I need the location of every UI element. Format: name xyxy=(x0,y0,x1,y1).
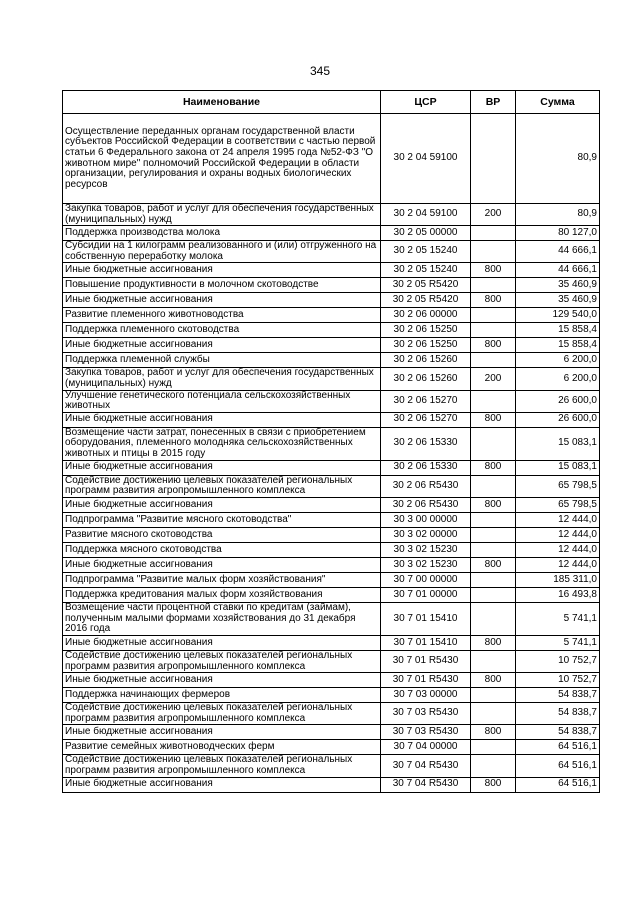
row-name-cell: Закупка товаров, работ и услуг для обеспечения государственных (муниципальных) нужд xyxy=(63,368,381,390)
row-csr-cell: 30 2 04 59100 xyxy=(381,114,471,204)
table-row xyxy=(63,557,600,572)
row-vr-cell: 800 xyxy=(471,338,516,353)
row-name-cell: Повышение продуктивности в молочном скотоводстве xyxy=(63,278,381,293)
row-csr-cell: 30 2 06 15270 xyxy=(381,390,471,412)
table-row xyxy=(63,241,600,263)
row-csr-cell: 30 7 03 R5430 xyxy=(381,725,471,740)
row-vr-cell xyxy=(471,226,516,241)
table-row xyxy=(63,368,600,390)
row-csr-cell: 30 2 05 15240 xyxy=(381,241,471,263)
row-vr-cell xyxy=(471,740,516,755)
row-csr-cell: 30 7 04 R5430 xyxy=(381,755,471,777)
row-name-cell: Поддержка племенной службы xyxy=(63,353,381,368)
table-row xyxy=(63,725,600,740)
row-name-cell: Осуществление переданных органам государственной власти субъектов Российской Федерации в соответствии с частью первой статьи 6 Федерального закона от 24 апреля 1995 года №52-ФЗ "О животном мире" полномочий Российской Федерации в области организации, регулирования и охраны водных биологических ресурсов xyxy=(63,114,381,204)
row-name-cell: Иные бюджетные ассигнования xyxy=(63,557,381,572)
row-sum-cell: 12 444,0 xyxy=(516,542,600,557)
row-sum-cell: 44 666,1 xyxy=(516,263,600,278)
table-row xyxy=(63,390,600,412)
table-row xyxy=(63,278,600,293)
row-csr-cell: 30 7 01 00000 xyxy=(381,587,471,602)
row-sum-cell: 65 798,5 xyxy=(516,475,600,497)
row-name-cell: Иные бюджетные ассигнования xyxy=(63,673,381,688)
row-sum-cell: 54 838,7 xyxy=(516,725,600,740)
table-row xyxy=(63,475,600,497)
row-vr-cell: 800 xyxy=(471,725,516,740)
table-header-row xyxy=(63,91,600,114)
row-vr-cell: 800 xyxy=(471,460,516,475)
table-row xyxy=(63,412,600,427)
row-vr-cell xyxy=(471,572,516,587)
row-csr-cell: 30 2 06 15250 xyxy=(381,338,471,353)
row-csr-cell: 30 3 02 00000 xyxy=(381,527,471,542)
row-csr-cell: 30 7 04 R5430 xyxy=(381,777,471,792)
row-vr-cell xyxy=(471,241,516,263)
row-vr-cell xyxy=(471,323,516,338)
table-row xyxy=(63,323,600,338)
row-csr-cell: 30 3 00 00000 xyxy=(381,512,471,527)
row-csr-cell: 30 2 06 15270 xyxy=(381,412,471,427)
row-vr-cell: 800 xyxy=(471,777,516,792)
row-vr-cell xyxy=(471,587,516,602)
row-vr-cell xyxy=(471,114,516,204)
row-csr-cell: 30 2 05 R5420 xyxy=(381,293,471,308)
row-sum-cell: 129 540,0 xyxy=(516,308,600,323)
table-row xyxy=(63,602,600,635)
page-number: 345 xyxy=(309,64,331,78)
row-csr-cell: 30 7 01 R5430 xyxy=(381,673,471,688)
row-name-cell: Поддержка кредитования малых форм хозяйствования xyxy=(63,587,381,602)
row-name-cell: Подпрограмма "Развитие малых форм хозяйствования" xyxy=(63,572,381,587)
row-vr-cell xyxy=(471,755,516,777)
row-vr-cell xyxy=(471,390,516,412)
row-sum-cell: 10 752,7 xyxy=(516,673,600,688)
row-name-cell: Развитие племенного животноводства xyxy=(63,308,381,323)
header-sum: Сумма xyxy=(516,91,600,114)
row-name-cell: Возмещение части процентной ставки по кредитам (займам), полученным малыми формами хозяйствования до 31 декабря 2016 года xyxy=(63,602,381,635)
row-name-cell: Подпрограмма "Развитие мясного скотоводства" xyxy=(63,512,381,527)
row-csr-cell: 30 2 05 15240 xyxy=(381,263,471,278)
row-name-cell: Иные бюджетные ассигнования xyxy=(63,777,381,792)
row-vr-cell xyxy=(471,475,516,497)
table-row xyxy=(63,226,600,241)
row-name-cell: Иные бюджетные ассигнования xyxy=(63,293,381,308)
row-vr-cell xyxy=(471,308,516,323)
row-csr-cell: 30 7 04 00000 xyxy=(381,740,471,755)
row-sum-cell: 54 838,7 xyxy=(516,703,600,725)
table-row xyxy=(63,673,600,688)
row-sum-cell: 5 741,1 xyxy=(516,635,600,650)
row-csr-cell: 30 7 03 00000 xyxy=(381,688,471,703)
row-csr-cell: 30 2 06 00000 xyxy=(381,308,471,323)
row-csr-cell: 30 7 01 15410 xyxy=(381,635,471,650)
row-vr-cell: 200 xyxy=(471,204,516,226)
table-row xyxy=(63,263,600,278)
row-csr-cell: 30 7 03 R5430 xyxy=(381,703,471,725)
row-csr-cell: 30 3 02 15230 xyxy=(381,557,471,572)
table-row xyxy=(63,293,600,308)
row-csr-cell: 30 2 06 15260 xyxy=(381,368,471,390)
row-vr-cell xyxy=(471,602,516,635)
table-row xyxy=(63,635,600,650)
row-csr-cell: 30 2 06 15260 xyxy=(381,353,471,368)
table-row xyxy=(63,204,600,226)
row-sum-cell: 54 838,7 xyxy=(516,688,600,703)
row-name-cell: Иные бюджетные ассигнования xyxy=(63,338,381,353)
row-csr-cell: 30 2 06 15330 xyxy=(381,460,471,475)
row-sum-cell: 10 752,7 xyxy=(516,650,600,672)
row-vr-cell xyxy=(471,703,516,725)
row-name-cell: Иные бюджетные ассигнования xyxy=(63,635,381,650)
row-name-cell: Содействие достижению целевых показателей региональных программ развития агропромышленного комплекса xyxy=(63,475,381,497)
row-sum-cell: 6 200,0 xyxy=(516,353,600,368)
row-csr-cell: 30 2 05 00000 xyxy=(381,226,471,241)
row-sum-cell: 5 741,1 xyxy=(516,602,600,635)
table-row xyxy=(63,703,600,725)
row-sum-cell: 15 858,4 xyxy=(516,338,600,353)
row-sum-cell: 44 666,1 xyxy=(516,241,600,263)
row-sum-cell: 26 600,0 xyxy=(516,412,600,427)
row-csr-cell: 30 2 06 R5430 xyxy=(381,475,471,497)
row-sum-cell: 80,9 xyxy=(516,204,600,226)
row-csr-cell: 30 7 01 R5430 xyxy=(381,650,471,672)
row-name-cell: Возмещение части затрат, понесенных в связи с приобретением оборудования, племенного молодняка сельскохозяйственных животных и птицы в 2015 году xyxy=(63,427,381,460)
row-sum-cell: 80,9 xyxy=(516,114,600,204)
row-name-cell: Иные бюджетные ассигнования xyxy=(63,460,381,475)
header-name: Наименование xyxy=(63,91,381,114)
row-csr-cell: 30 3 02 15230 xyxy=(381,542,471,557)
row-name-cell: Закупка товаров, работ и услуг для обеспечения государственных (муниципальных) нужд xyxy=(63,204,381,226)
row-sum-cell: 12 444,0 xyxy=(516,527,600,542)
row-vr-cell: 800 xyxy=(471,412,516,427)
table-row xyxy=(63,114,600,204)
row-sum-cell: 15 083,1 xyxy=(516,427,600,460)
row-vr-cell: 800 xyxy=(471,497,516,512)
row-sum-cell: 64 516,1 xyxy=(516,740,600,755)
row-name-cell: Иные бюджетные ассигнования xyxy=(63,412,381,427)
table-row xyxy=(63,353,600,368)
table-row xyxy=(63,542,600,557)
row-sum-cell: 35 460,9 xyxy=(516,278,600,293)
table-row xyxy=(63,527,600,542)
row-sum-cell: 80 127,0 xyxy=(516,226,600,241)
row-csr-cell: 30 2 06 15330 xyxy=(381,427,471,460)
row-sum-cell: 35 460,9 xyxy=(516,293,600,308)
row-csr-cell: 30 2 04 59100 xyxy=(381,204,471,226)
table-row xyxy=(63,572,600,587)
row-name-cell: Иные бюджетные ассигнования xyxy=(63,263,381,278)
row-csr-cell: 30 2 06 15250 xyxy=(381,323,471,338)
row-vr-cell: 800 xyxy=(471,263,516,278)
row-vr-cell xyxy=(471,512,516,527)
row-vr-cell xyxy=(471,650,516,672)
row-name-cell: Содействие достижению целевых показателей региональных программ развития агропромышленного комплекса xyxy=(63,650,381,672)
row-sum-cell: 64 516,1 xyxy=(516,777,600,792)
row-name-cell: Поддержка производства молока xyxy=(63,226,381,241)
row-sum-cell: 16 493,8 xyxy=(516,587,600,602)
table-row xyxy=(63,740,600,755)
row-name-cell: Содействие достижению целевых показателей региональных программ развития агропромышленного комплекса xyxy=(63,755,381,777)
table-row xyxy=(63,755,600,777)
row-csr-cell: 30 7 00 00000 xyxy=(381,572,471,587)
table-row xyxy=(63,688,600,703)
row-name-cell: Поддержка мясного скотоводства xyxy=(63,542,381,557)
row-sum-cell: 65 798,5 xyxy=(516,497,600,512)
row-name-cell: Улучшение генетического потенциала сельскохозяйственных животных xyxy=(63,390,381,412)
row-vr-cell xyxy=(471,427,516,460)
table-row xyxy=(63,650,600,672)
row-sum-cell: 185 311,0 xyxy=(516,572,600,587)
table-row xyxy=(63,308,600,323)
row-vr-cell: 800 xyxy=(471,293,516,308)
budget-table xyxy=(62,90,600,793)
row-vr-cell: 200 xyxy=(471,368,516,390)
table-row xyxy=(63,777,600,792)
row-sum-cell: 6 200,0 xyxy=(516,368,600,390)
row-sum-cell: 12 444,0 xyxy=(516,512,600,527)
row-vr-cell xyxy=(471,278,516,293)
table-row xyxy=(63,497,600,512)
row-vr-cell: 800 xyxy=(471,635,516,650)
row-name-cell: Содействие достижению целевых показателей региональных программ развития агропромышленного комплекса xyxy=(63,703,381,725)
table-body xyxy=(63,114,600,793)
row-name-cell: Субсидии на 1 килограмм реализованного и (или) отгруженного на собственную переработку молока xyxy=(63,241,381,263)
row-sum-cell: 12 444,0 xyxy=(516,557,600,572)
table-row xyxy=(63,338,600,353)
row-vr-cell xyxy=(471,542,516,557)
header-vr: ВР xyxy=(471,91,516,114)
row-name-cell: Иные бюджетные ассигнования xyxy=(63,725,381,740)
row-csr-cell: 30 7 01 15410 xyxy=(381,602,471,635)
row-name-cell: Поддержка племенного скотоводства xyxy=(63,323,381,338)
row-sum-cell: 64 516,1 xyxy=(516,755,600,777)
table-row xyxy=(63,512,600,527)
row-name-cell: Развитие мясного скотоводства xyxy=(63,527,381,542)
row-vr-cell xyxy=(471,353,516,368)
table-row xyxy=(63,587,600,602)
row-vr-cell xyxy=(471,688,516,703)
row-sum-cell: 15 858,4 xyxy=(516,323,600,338)
row-vr-cell: 800 xyxy=(471,557,516,572)
row-sum-cell: 15 083,1 xyxy=(516,460,600,475)
row-sum-cell: 26 600,0 xyxy=(516,390,600,412)
row-name-cell: Развитие семейных животноводческих ферм xyxy=(63,740,381,755)
row-name-cell: Поддержка начинающих фермеров xyxy=(63,688,381,703)
table-row xyxy=(63,427,600,460)
row-csr-cell: 30 2 06 R5430 xyxy=(381,497,471,512)
header-csr: ЦСР xyxy=(381,91,471,114)
table-row xyxy=(63,460,600,475)
row-vr-cell: 800 xyxy=(471,673,516,688)
row-name-cell: Иные бюджетные ассигнования xyxy=(63,497,381,512)
row-vr-cell xyxy=(471,527,516,542)
row-csr-cell: 30 2 05 R5420 xyxy=(381,278,471,293)
